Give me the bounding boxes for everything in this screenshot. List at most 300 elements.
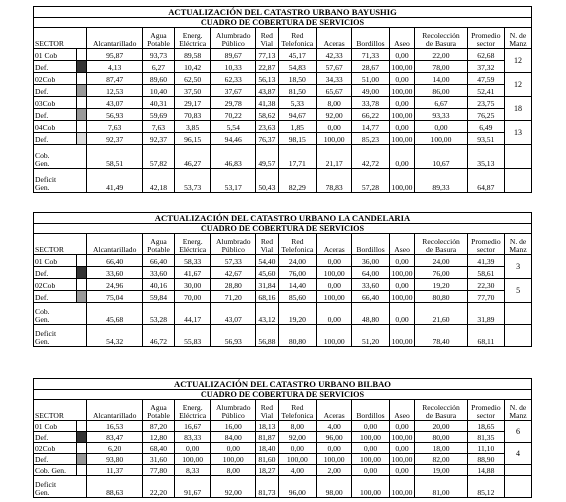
table-row bbox=[34, 432, 532, 443]
header-bordillos bbox=[352, 28, 389, 49]
value-cell: 14,00 bbox=[415, 73, 467, 85]
header-alumbrado bbox=[211, 400, 256, 421]
table-subtitle: CUADRO DE COBERTURA DE SERVICIOS bbox=[34, 18, 532, 28]
sector-label: 01 Cob bbox=[34, 255, 77, 267]
header-aceras bbox=[317, 28, 352, 49]
value-cell: 8,00 bbox=[317, 97, 352, 109]
header-label-line1: Promedio bbox=[471, 237, 501, 246]
value-cell: 22,87 bbox=[256, 61, 278, 73]
value-cell: 86,00 bbox=[415, 85, 467, 97]
value-cell: 100,00 bbox=[175, 454, 211, 465]
header-label-line2: Telefonica bbox=[281, 245, 314, 254]
header-red-vial bbox=[256, 234, 278, 255]
value-cell: 37,50 bbox=[174, 85, 210, 97]
value-cell: 100,00 bbox=[389, 454, 415, 465]
value-cell: 88,63 bbox=[87, 476, 143, 498]
header-label: Aseo bbox=[394, 245, 410, 254]
value-cell: 23,63 bbox=[256, 121, 278, 133]
value-cell: 0,00 bbox=[389, 421, 415, 432]
header-label-line1: Agua bbox=[150, 31, 167, 40]
value-cell: 0,00 bbox=[317, 443, 352, 454]
value-cell: 66,40 bbox=[142, 255, 174, 267]
value-cell: 31,84 bbox=[256, 279, 278, 291]
value-cell: 53,28 bbox=[142, 303, 174, 325]
header-bordillos bbox=[352, 400, 389, 421]
value-cell: 41,67 bbox=[175, 267, 211, 279]
header-label-line1: Promedio bbox=[471, 31, 501, 40]
value-cell: 52,41 bbox=[467, 85, 504, 97]
value-cell: 0,00 bbox=[175, 443, 211, 454]
header-label-line2: Eléctrica bbox=[179, 411, 207, 420]
header-energ bbox=[174, 28, 210, 49]
header-label-line2: Público bbox=[221, 245, 245, 254]
manzanas-empty bbox=[505, 325, 532, 347]
header-label: Aceras bbox=[323, 245, 345, 254]
header-label-line1: Energ. bbox=[182, 31, 203, 40]
value-cell: 43,87 bbox=[256, 85, 278, 97]
manzanas-count: 4 bbox=[505, 443, 532, 465]
value-cell: 22,30 bbox=[467, 279, 504, 291]
value-cell: 93,51 bbox=[467, 133, 504, 145]
value-cell: 58,62 bbox=[256, 109, 278, 121]
value-cell: 71,33 bbox=[352, 49, 389, 61]
value-cell: 98,00 bbox=[317, 476, 352, 498]
value-cell: 68,11 bbox=[467, 325, 504, 347]
value-cell: 0,00 bbox=[352, 421, 389, 432]
header-label-line2: Público bbox=[221, 411, 245, 420]
manzanas-count: 12 bbox=[505, 49, 532, 73]
value-cell: 92,37 bbox=[87, 133, 143, 145]
value-cell: 84,00 bbox=[211, 432, 256, 443]
table-bayushig bbox=[33, 6, 532, 193]
value-cell: 21,60 bbox=[415, 303, 467, 325]
coverage-table bbox=[33, 6, 532, 193]
value-cell: 22,20 bbox=[142, 476, 174, 498]
value-cell: 0,00 bbox=[389, 145, 415, 169]
value-cell: 81,60 bbox=[256, 454, 278, 465]
value-cell: 100,00 bbox=[389, 109, 415, 121]
table-subtitle: CUADRO DE COBERTURA DE SERVICIOS bbox=[34, 390, 532, 400]
value-cell: 48,80 bbox=[352, 303, 389, 325]
table-row bbox=[34, 465, 532, 476]
sector-color-swatch bbox=[76, 121, 87, 133]
header-label-line2: Telefonica bbox=[281, 39, 314, 48]
header-label-line1: Recolección bbox=[422, 31, 460, 40]
header-label: Bordillos bbox=[356, 411, 385, 420]
value-cell: 53,73 bbox=[174, 169, 210, 193]
table-title: ACTUALIZACIÓN DEL CATASTRO URBANO BAYUSHIG bbox=[34, 7, 532, 18]
value-cell: 55,83 bbox=[175, 325, 211, 347]
header-label-line1: Alumbrado bbox=[215, 31, 251, 40]
header-label: Alcantarillado bbox=[92, 245, 137, 254]
value-cell: 36,00 bbox=[352, 255, 389, 267]
value-cell: 56,93 bbox=[87, 109, 143, 121]
sector-color-swatch bbox=[76, 465, 87, 476]
value-cell: 98,15 bbox=[278, 133, 316, 145]
sector-color-swatch bbox=[76, 85, 87, 97]
header-label: Aseo bbox=[394, 39, 410, 48]
sector-label: 01 Cob bbox=[34, 421, 77, 432]
value-cell: 100,00 bbox=[211, 454, 256, 465]
value-cell: 0,00 bbox=[352, 465, 389, 476]
value-cell: 100,00 bbox=[317, 133, 352, 145]
table-row bbox=[34, 443, 532, 454]
table-row bbox=[34, 97, 532, 109]
value-cell: 12,53 bbox=[87, 85, 143, 97]
value-cell: 94,67 bbox=[278, 109, 316, 121]
header-alcantarillado bbox=[87, 28, 143, 49]
value-cell: 100,00 bbox=[415, 133, 467, 145]
value-cell: 91,67 bbox=[175, 476, 211, 498]
value-cell: 100,00 bbox=[317, 267, 352, 279]
header-label-line2: Manz bbox=[509, 39, 527, 48]
sector-color-swatch bbox=[76, 109, 87, 121]
value-cell: 100,00 bbox=[317, 325, 352, 347]
value-cell: 33,78 bbox=[352, 97, 389, 109]
value-cell: 19,20 bbox=[278, 303, 316, 325]
table-row bbox=[34, 145, 532, 169]
value-cell: 8,33 bbox=[175, 465, 211, 476]
value-cell: 7,63 bbox=[142, 121, 174, 133]
header-sector bbox=[34, 234, 87, 255]
sector-label-line: Deficit bbox=[35, 329, 57, 338]
header-energ bbox=[175, 400, 211, 421]
header-label-line2: Vial bbox=[260, 411, 274, 420]
value-cell: 93,73 bbox=[142, 49, 174, 61]
table-title: ACTUALIZACIÓN DEL CATASTRO URBANO LA CANDELARIA bbox=[34, 213, 532, 224]
value-cell: 0,00 bbox=[389, 303, 415, 325]
value-cell: 42,33 bbox=[317, 49, 352, 61]
header-label: SECTOR bbox=[35, 245, 64, 254]
header-manz bbox=[505, 234, 532, 255]
sector-label: Def. bbox=[34, 291, 77, 303]
value-cell: 0,00 bbox=[389, 97, 415, 109]
sector-label: 02Cob bbox=[34, 73, 77, 85]
value-cell: 96,15 bbox=[174, 133, 210, 145]
table-row bbox=[34, 303, 532, 325]
value-cell: 96,00 bbox=[317, 432, 352, 443]
value-cell: 81,50 bbox=[278, 85, 316, 97]
value-cell: 41,49 bbox=[87, 169, 143, 193]
value-cell: 50,43 bbox=[256, 169, 278, 193]
value-cell: 41,38 bbox=[256, 97, 278, 109]
header-label-line2: Vial bbox=[260, 39, 274, 48]
sector-color-swatch bbox=[76, 279, 87, 291]
header-label-line1: Red bbox=[260, 31, 273, 40]
sector-label-line: Gen. bbox=[35, 159, 50, 168]
header-sector bbox=[34, 28, 87, 49]
value-cell: 24,00 bbox=[415, 255, 467, 267]
sector-label: Cob. Gen. bbox=[34, 465, 77, 476]
manzanas-count: 3 bbox=[505, 255, 532, 279]
value-cell: 57,67 bbox=[317, 61, 352, 73]
value-cell: 40,31 bbox=[142, 97, 174, 109]
value-cell: 70,00 bbox=[175, 291, 211, 303]
header-label-line2: Potable bbox=[147, 245, 170, 254]
value-cell: 18,27 bbox=[256, 465, 278, 476]
value-cell: 5,54 bbox=[211, 121, 256, 133]
header-manz bbox=[505, 28, 532, 49]
table-row bbox=[34, 421, 532, 432]
table-row bbox=[34, 121, 532, 133]
header-red-tel bbox=[278, 234, 316, 255]
value-cell: 87,20 bbox=[142, 421, 174, 432]
sector-color-swatch bbox=[76, 49, 87, 61]
sector-color-swatch bbox=[76, 133, 87, 145]
header-label-line1: Alumbrado bbox=[215, 403, 251, 412]
value-cell: 100,00 bbox=[317, 454, 352, 465]
sector-label: Def. bbox=[34, 61, 77, 73]
value-cell: 54,32 bbox=[87, 325, 143, 347]
value-cell: 65,67 bbox=[317, 85, 352, 97]
value-cell: 0,00 bbox=[317, 121, 352, 133]
value-cell: 51,20 bbox=[352, 325, 389, 347]
value-cell: 11,37 bbox=[87, 465, 143, 476]
value-cell: 59,69 bbox=[142, 109, 174, 121]
value-cell: 0,00 bbox=[317, 279, 352, 291]
value-cell: 96,00 bbox=[278, 476, 316, 498]
value-cell: 76,25 bbox=[467, 109, 504, 121]
header-label-line1: Recolección bbox=[422, 237, 460, 246]
header-label-line1: Energ. bbox=[182, 403, 203, 412]
value-cell: 46,83 bbox=[211, 145, 256, 169]
table-subtitle: CUADRO DE COBERTURA DE SERVICIOS bbox=[34, 224, 532, 234]
value-cell: 37,32 bbox=[467, 61, 504, 73]
value-cell: 44,17 bbox=[175, 303, 211, 325]
value-cell: 47,59 bbox=[467, 73, 504, 85]
table-row bbox=[34, 169, 532, 193]
header-label: Aceras bbox=[323, 411, 345, 420]
value-cell: 78,83 bbox=[317, 169, 352, 193]
value-cell: 100,00 bbox=[352, 454, 389, 465]
value-cell: 100,00 bbox=[389, 267, 415, 279]
header-agua bbox=[142, 400, 174, 421]
value-cell: 0,00 bbox=[389, 279, 415, 291]
sector-label bbox=[34, 303, 87, 325]
header-alumbrado bbox=[211, 28, 256, 49]
sector-label-line: Deficit bbox=[35, 480, 57, 489]
header-promedio bbox=[467, 234, 504, 255]
manzanas-empty bbox=[505, 465, 532, 476]
value-cell: 58,51 bbox=[87, 145, 143, 169]
header-label-line2: sector bbox=[476, 245, 496, 254]
value-cell: 28,67 bbox=[352, 61, 389, 73]
value-cell: 100,00 bbox=[317, 291, 352, 303]
value-cell: 14,40 bbox=[278, 279, 316, 291]
value-cell: 81,87 bbox=[256, 432, 278, 443]
header-label-line2: Manz bbox=[509, 411, 527, 420]
value-cell: 46,72 bbox=[142, 325, 174, 347]
value-cell: 0,00 bbox=[389, 49, 415, 61]
header-red-vial bbox=[256, 28, 278, 49]
header-label-line2: Manz bbox=[509, 245, 527, 254]
value-cell: 33,60 bbox=[352, 279, 389, 291]
value-cell: 6,27 bbox=[142, 61, 174, 73]
value-cell: 57,82 bbox=[142, 145, 174, 169]
header-label-line1: N. de bbox=[509, 237, 527, 246]
value-cell: 10,67 bbox=[415, 145, 467, 169]
table-la-candelaria bbox=[33, 212, 532, 347]
value-cell: 6,67 bbox=[415, 97, 467, 109]
sector-color-swatch bbox=[76, 97, 87, 109]
value-cell: 6,20 bbox=[87, 443, 143, 454]
value-cell: 75,04 bbox=[87, 291, 143, 303]
header-energ bbox=[175, 234, 211, 255]
header-red-vial bbox=[256, 400, 278, 421]
value-cell: 0,00 bbox=[278, 443, 316, 454]
value-cell: 10,40 bbox=[142, 85, 174, 97]
value-cell: 78,00 bbox=[415, 61, 467, 73]
value-cell: 81,35 bbox=[467, 432, 504, 443]
header-label: Bordillos bbox=[356, 245, 385, 254]
sector-label-line: Gen. bbox=[35, 183, 50, 192]
value-cell: 14,88 bbox=[467, 465, 504, 476]
header-label-line2: de Basura bbox=[425, 411, 457, 420]
value-cell: 0,00 bbox=[415, 121, 467, 133]
value-cell: 87,47 bbox=[87, 73, 143, 85]
value-cell: 43,12 bbox=[256, 303, 278, 325]
value-cell: 2,00 bbox=[317, 465, 352, 476]
header-label-line2: sector bbox=[476, 39, 495, 48]
value-cell: 100,00 bbox=[278, 454, 316, 465]
sector-label bbox=[34, 476, 87, 498]
manzanas-count: 6 bbox=[505, 421, 532, 443]
value-cell: 95,87 bbox=[87, 49, 143, 61]
value-cell: 83,47 bbox=[87, 432, 143, 443]
value-cell: 31,60 bbox=[142, 454, 174, 465]
value-cell: 89,67 bbox=[211, 49, 256, 61]
header-recoleccion bbox=[415, 234, 467, 255]
manzanas-count: 13 bbox=[505, 121, 532, 145]
value-cell: 100,00 bbox=[389, 325, 415, 347]
sector-color-swatch bbox=[76, 267, 87, 279]
value-cell: 56,13 bbox=[256, 73, 278, 85]
value-cell: 93,80 bbox=[87, 454, 143, 465]
header-label-line1: Red bbox=[260, 403, 273, 412]
manzanas-count: 12 bbox=[505, 73, 532, 97]
value-cell: 58,33 bbox=[175, 255, 211, 267]
value-cell: 12,80 bbox=[142, 432, 174, 443]
header-label: Alcantarillado bbox=[92, 411, 137, 420]
value-cell: 1,85 bbox=[278, 121, 316, 133]
value-cell: 70,22 bbox=[211, 109, 256, 121]
header-label-line2: Eléctrica bbox=[179, 39, 207, 48]
sector-label: 02Cob bbox=[34, 443, 77, 454]
value-cell: 58,61 bbox=[467, 267, 504, 279]
header-label-line2: Vial bbox=[260, 245, 274, 254]
header-manz bbox=[505, 400, 532, 421]
sector-label: Def. bbox=[34, 454, 77, 465]
value-cell: 28,80 bbox=[211, 279, 256, 291]
value-cell: 80,80 bbox=[278, 325, 316, 347]
value-cell: 76,37 bbox=[256, 133, 278, 145]
header-label: SECTOR bbox=[35, 39, 64, 48]
value-cell: 89,60 bbox=[142, 73, 174, 85]
manzanas-count: 5 bbox=[505, 279, 532, 303]
value-cell: 92,00 bbox=[317, 109, 352, 121]
value-cell: 8,00 bbox=[278, 421, 316, 432]
sector-label bbox=[34, 325, 87, 347]
value-cell: 89,33 bbox=[415, 169, 467, 193]
value-cell: 92,37 bbox=[142, 133, 174, 145]
table-row bbox=[34, 279, 532, 291]
value-cell: 23,75 bbox=[467, 97, 504, 109]
sector-color-swatch bbox=[76, 73, 87, 85]
value-cell: 18,40 bbox=[256, 443, 278, 454]
value-cell: 0,00 bbox=[317, 303, 352, 325]
header-label: Aceras bbox=[323, 39, 345, 48]
header-aceras bbox=[317, 400, 352, 421]
value-cell: 8,00 bbox=[211, 465, 256, 476]
value-cell: 100,00 bbox=[389, 291, 415, 303]
manzanas-empty bbox=[505, 476, 532, 498]
value-cell: 19,00 bbox=[415, 465, 467, 476]
table-row bbox=[34, 133, 532, 145]
value-cell: 49,00 bbox=[352, 85, 389, 97]
sector-label: 04Cob bbox=[34, 121, 77, 133]
value-cell: 54,40 bbox=[256, 255, 278, 267]
value-cell: 5,33 bbox=[278, 97, 316, 109]
value-cell: 11,10 bbox=[467, 443, 504, 454]
value-cell: 92,00 bbox=[278, 432, 316, 443]
sector-label: Def. bbox=[34, 432, 77, 443]
value-cell: 43,07 bbox=[211, 303, 256, 325]
value-cell: 41,39 bbox=[467, 255, 504, 267]
table-row bbox=[34, 325, 532, 347]
manzanas-empty bbox=[505, 145, 532, 169]
value-cell: 20,00 bbox=[415, 421, 467, 432]
value-cell: 4,00 bbox=[317, 421, 352, 432]
sector-color-swatch bbox=[76, 291, 87, 303]
value-cell: 33,60 bbox=[87, 267, 143, 279]
value-cell: 16,67 bbox=[175, 421, 211, 432]
header-label-line2: de Basura bbox=[425, 39, 457, 48]
value-cell: 6,49 bbox=[467, 121, 504, 133]
value-cell: 62,33 bbox=[211, 73, 256, 85]
sector-color-swatch bbox=[76, 255, 87, 267]
header-label: Bordillos bbox=[356, 39, 385, 48]
value-cell: 100,00 bbox=[389, 169, 415, 193]
value-cell: 37,67 bbox=[211, 85, 256, 97]
value-cell: 80,00 bbox=[415, 432, 467, 443]
sector-label: Def. bbox=[34, 85, 77, 97]
value-cell: 57,33 bbox=[211, 255, 256, 267]
header-label-line1: N. de bbox=[509, 403, 527, 412]
value-cell: 85,60 bbox=[278, 291, 316, 303]
value-cell: 64,87 bbox=[467, 169, 504, 193]
value-cell: 10,42 bbox=[174, 61, 210, 73]
value-cell: 0,00 bbox=[389, 255, 415, 267]
value-cell: 0,00 bbox=[389, 73, 415, 85]
value-cell: 57,28 bbox=[352, 169, 389, 193]
header-alumbrado bbox=[211, 234, 256, 255]
header-bordillos bbox=[352, 234, 389, 255]
sector-color-swatch bbox=[76, 443, 87, 454]
value-cell: 85,12 bbox=[467, 476, 504, 498]
sector-label: 03Cob bbox=[34, 97, 77, 109]
value-cell: 51,00 bbox=[352, 73, 389, 85]
sector-label-line: Cob. bbox=[35, 151, 50, 160]
value-cell: 77,80 bbox=[142, 465, 174, 476]
value-cell: 0,00 bbox=[317, 255, 352, 267]
table-row bbox=[34, 85, 532, 97]
table-row bbox=[34, 49, 532, 61]
sector-color-swatch bbox=[76, 61, 87, 73]
value-cell: 66,40 bbox=[352, 291, 389, 303]
header-label-line1: Recolección bbox=[422, 403, 460, 412]
value-cell: 42,18 bbox=[142, 169, 174, 193]
value-cell: 24,96 bbox=[87, 279, 143, 291]
